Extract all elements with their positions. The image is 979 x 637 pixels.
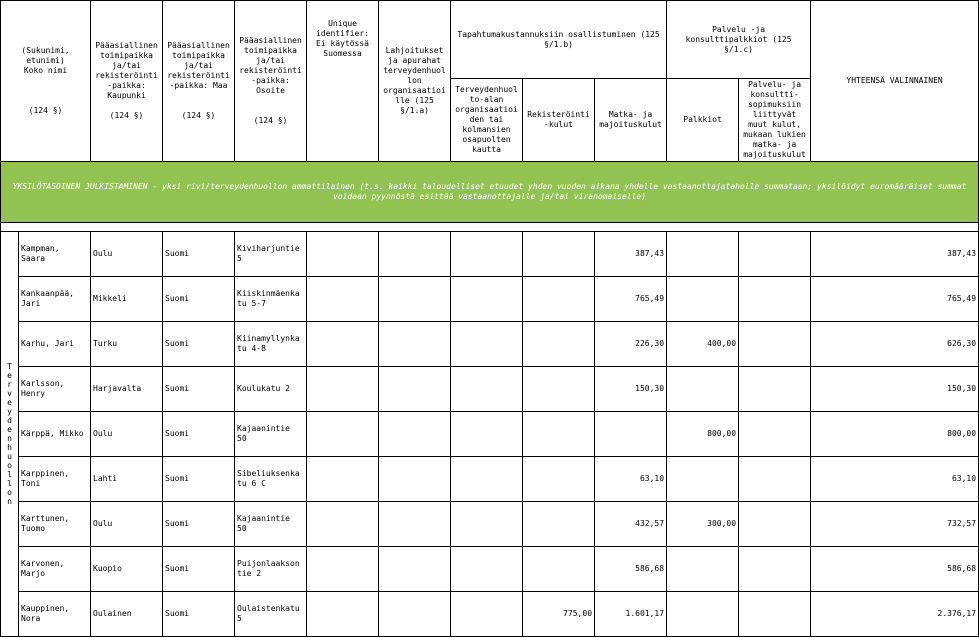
cell-registration <box>523 367 595 412</box>
cell-city: Turku <box>91 322 163 367</box>
cell-sponsor <box>451 232 523 277</box>
cell-uid <box>307 412 379 457</box>
banner-note: YKSILÖTASOINEN JULKISTAMINEN - yksi rivi/terveydenhuollon ammattilainen (t.s. kaikki taloudelliset etuudet yhden vuoden aikana yhdelle vastaanottajataholle summataan; yksilöidyt euromääräiset summat voidaan pyynnöstä esittää vastaanottajalle ja/tai viranomaiselle) <box>1 162 979 223</box>
cell-grants <box>379 232 451 277</box>
cell-total: 765,49 <box>811 277 979 322</box>
cell-country: Suomi <box>163 592 235 637</box>
table-row <box>1 502 979 547</box>
cell-sponsor <box>451 412 523 457</box>
header-events-group: Tapahtumakustannuksiin osallistuminen (125 §/1.b) <box>451 1 667 79</box>
cell-country: Suomi <box>163 322 235 367</box>
cell-uid <box>307 457 379 502</box>
cell-sponsor <box>451 322 523 367</box>
cell-uid <box>307 502 379 547</box>
cell-name: Karvonen, Marjo <box>19 547 91 592</box>
header-uid: Unique identifier: Ei käytössä Suomessa <box>307 1 379 162</box>
cell-travel <box>595 412 667 457</box>
cell-travel: 586,68 <box>595 547 667 592</box>
cell-city: Lahti <box>91 457 163 502</box>
cell-total: 732,57 <box>811 502 979 547</box>
cell-sponsor <box>451 367 523 412</box>
cell-total: 626,30 <box>811 322 979 367</box>
header-sponsor: Terveydenhuolto-alan organisaatioiden tai kolmansien osapuolten kautta <box>451 79 523 162</box>
cell-address: Koulukatu 2 <box>235 367 307 412</box>
cell-name: Kankaanpää, Jari <box>19 277 91 322</box>
cell-address: Kiviharjuntie 5 <box>235 232 307 277</box>
header-related: Palvelu- ja konsultti-sopimuksiin liittyvät muut kulut, mukaan lukien matka- ja majoituskulut <box>739 79 811 162</box>
cell-country: Suomi <box>163 457 235 502</box>
header-fees: Palkkiot <box>667 79 739 162</box>
cell-registration <box>523 322 595 367</box>
cell-uid <box>307 592 379 637</box>
cell-sponsor <box>451 502 523 547</box>
cell-grants <box>379 502 451 547</box>
cell-country: Suomi <box>163 502 235 547</box>
cell-address: Sibeliuksenkatu 6 C <box>235 457 307 502</box>
cell-total: 800,00 <box>811 412 979 457</box>
header-total: YHTEENSÄ VALINNAINEN <box>811 1 979 162</box>
header-travel: Matka- ja majoituskulut <box>595 79 667 162</box>
cell-registration <box>523 232 595 277</box>
cell-total: 387,43 <box>811 232 979 277</box>
cell-related <box>739 502 811 547</box>
cell-name: Karlsson, Henry <box>19 367 91 412</box>
header-name: (Sukunimi, etunimi) Koko nimi (124 §) <box>1 1 91 162</box>
cell-travel: 63,10 <box>595 457 667 502</box>
cell-grants <box>379 367 451 412</box>
table-row <box>1 232 979 277</box>
side-category-text: Terveydenhuollon <box>7 362 12 506</box>
cell-travel: 765,49 <box>595 277 667 322</box>
cell-country: Suomi <box>163 232 235 277</box>
cell-country: Suomi <box>163 277 235 322</box>
cell-sponsor <box>451 277 523 322</box>
cell-grants <box>379 547 451 592</box>
cell-uid <box>307 232 379 277</box>
cell-registration: 775,00 <box>523 592 595 637</box>
cell-uid <box>307 322 379 367</box>
cell-country: Suomi <box>163 547 235 592</box>
table-row <box>1 592 979 637</box>
cell-sponsor <box>451 592 523 637</box>
spacer-row <box>1 223 979 232</box>
cell-city: Harjavalta <box>91 367 163 412</box>
cell-sponsor <box>451 547 523 592</box>
cell-address: Kiinamyllynkatu 4-8 <box>235 322 307 367</box>
cell-city: Oulu <box>91 232 163 277</box>
cell-grants <box>379 322 451 367</box>
cell-related <box>739 457 811 502</box>
table-row <box>1 412 979 457</box>
cell-travel: 387,43 <box>595 232 667 277</box>
cell-total: 63,10 <box>811 457 979 502</box>
cell-total: 150,30 <box>811 367 979 412</box>
table-row <box>1 367 979 412</box>
cell-related <box>739 412 811 457</box>
cell-city: Kuopio <box>91 547 163 592</box>
cell-related <box>739 547 811 592</box>
cell-travel: 1.601,17 <box>595 592 667 637</box>
cell-name: Karppinen, Toni <box>19 457 91 502</box>
table-row <box>1 277 979 322</box>
cell-registration <box>523 502 595 547</box>
cell-city: Oulu <box>91 412 163 457</box>
cell-registration <box>523 457 595 502</box>
side-category-label <box>1 232 19 637</box>
cell-name: Karhu, Jari <box>19 322 91 367</box>
cell-name: Kärppä, Mikko <box>19 412 91 457</box>
cell-address: Oulaistenkatu 5 <box>235 592 307 637</box>
cell-country: Suomi <box>163 412 235 457</box>
cell-fees <box>667 457 739 502</box>
cell-grants <box>379 592 451 637</box>
cell-fees: 400,00 <box>667 322 739 367</box>
header-fees-group: Palvelu -ja konsulttipalkkiot (125 §/1.c) <box>667 1 811 79</box>
cell-grants <box>379 277 451 322</box>
cell-total: 2.376,17 <box>811 592 979 637</box>
cell-registration <box>523 277 595 322</box>
header-address: Pääasiallinen toimipaikka ja/tai rekisteröinti-paikka: Osoite (124 §) <box>235 1 307 162</box>
cell-address: Kiiskinmäenkatu 5-7 <box>235 277 307 322</box>
cell-fees <box>667 232 739 277</box>
cell-related <box>739 592 811 637</box>
cell-uid <box>307 277 379 322</box>
cell-related <box>739 277 811 322</box>
table-row <box>1 547 979 592</box>
header-city: Pääasiallinen toimipaikka ja/tai rekisteröinti-paikka: Kaupunki (124 §) <box>91 1 163 162</box>
header-country: Pääasiallinen toimipaikka ja/tai rekisteröinti-paikka: Maa (124 §) <box>163 1 235 162</box>
cell-travel: 432,57 <box>595 502 667 547</box>
cell-address: Kajaanintie 50 <box>235 412 307 457</box>
table-row <box>1 322 979 367</box>
cell-fees <box>667 592 739 637</box>
cell-fees: 800,00 <box>667 412 739 457</box>
cell-registration <box>523 412 595 457</box>
cell-uid <box>307 547 379 592</box>
cell-fees <box>667 547 739 592</box>
cell-country: Suomi <box>163 367 235 412</box>
cell-city: Oulu <box>91 502 163 547</box>
cell-registration <box>523 547 595 592</box>
cell-address: Kajaanintie 50 <box>235 502 307 547</box>
cell-grants <box>379 412 451 457</box>
cell-travel: 150,30 <box>595 367 667 412</box>
cell-city: Oulainen <box>91 592 163 637</box>
cell-grants <box>379 457 451 502</box>
header-grants: Lahjoitukset ja apurahat terveydenhuollon organisaatioille (125 §/1.a) <box>379 1 451 162</box>
cell-name: Kampman, Saara <box>19 232 91 277</box>
header-registration: Rekisteröinti-kulut <box>523 79 595 162</box>
cell-related <box>739 232 811 277</box>
cell-total: 586,68 <box>811 547 979 592</box>
cell-travel: 226,30 <box>595 322 667 367</box>
cell-address: Puijonlaaksontie 2 <box>235 547 307 592</box>
cell-sponsor <box>451 457 523 502</box>
cell-city: Mikkeli <box>91 277 163 322</box>
cell-name: Karttunen, Tuomo <box>19 502 91 547</box>
cell-related <box>739 367 811 412</box>
cell-name: Kauppinen, Nora <box>19 592 91 637</box>
table-row <box>1 457 979 502</box>
cell-uid <box>307 367 379 412</box>
cell-related <box>739 322 811 367</box>
cell-fees <box>667 277 739 322</box>
cell-fees <box>667 367 739 412</box>
cell-fees: 300,00 <box>667 502 739 547</box>
